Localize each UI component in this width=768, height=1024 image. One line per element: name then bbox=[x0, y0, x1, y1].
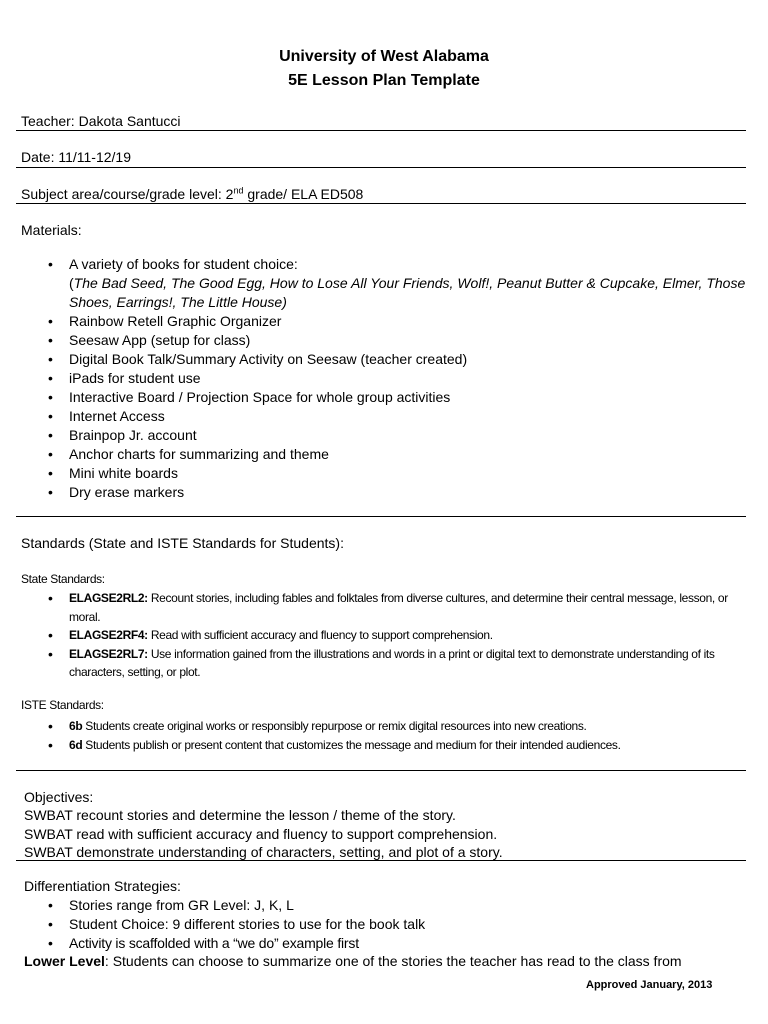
paren: ( bbox=[69, 275, 74, 291]
bullet-icon: • bbox=[48, 332, 53, 348]
list-item bbox=[48, 407, 748, 426]
list-item-text: Seesaw App (setup for class) bbox=[69, 332, 251, 348]
bullet-icon: • bbox=[48, 590, 53, 606]
standard-code: ELAGSE2RL2: bbox=[69, 591, 148, 605]
iste-standards-list bbox=[48, 717, 748, 754]
list-item bbox=[48, 388, 748, 407]
list-item-text: Student Choice: 9 different stories to use for the book talk bbox=[69, 915, 426, 932]
bullet-icon: • bbox=[48, 389, 53, 405]
list-item-text: Anchor charts for summarizing and theme bbox=[69, 446, 329, 462]
bullet-icon: • bbox=[48, 351, 53, 367]
bullet-icon: • bbox=[48, 736, 53, 753]
teacher-field: Teacher: Dakota Santucci bbox=[21, 113, 181, 129]
standard-code: ELAGSE2RL7: bbox=[69, 646, 148, 661]
bullet-icon: • bbox=[48, 465, 53, 481]
bullet-icon: • bbox=[48, 627, 53, 643]
list-item-text: Digital Book Talk/Summary Activity on Seesaw (teacher created) bbox=[69, 351, 468, 367]
list-item bbox=[48, 426, 748, 445]
list-item bbox=[48, 369, 748, 388]
divider bbox=[16, 130, 746, 131]
subject-suffix: grade/ ELA ED508 bbox=[243, 186, 364, 202]
bullet-icon: • bbox=[48, 446, 53, 462]
list-item bbox=[48, 464, 748, 483]
list-item bbox=[48, 255, 748, 312]
list-item-text: Brainpop Jr. account bbox=[69, 427, 197, 443]
list-item bbox=[48, 483, 748, 502]
standard-text: Read with sufficient accuracy and fluency to support comprehension. bbox=[147, 628, 493, 642]
list-item bbox=[48, 312, 748, 331]
list-item-text: Dry erase markers bbox=[69, 484, 185, 500]
list-item bbox=[48, 350, 748, 369]
bullet-icon: • bbox=[48, 934, 53, 951]
list-item-text: Stories range from GR Level: J, K, L bbox=[69, 897, 294, 913]
list-item bbox=[48, 331, 748, 350]
state-standards-list bbox=[48, 589, 748, 682]
template-title: 5E Lesson Plan Template bbox=[288, 72, 480, 89]
bullet-icon: • bbox=[48, 897, 53, 913]
bullet-icon: • bbox=[48, 313, 53, 329]
subject-superscript: nd bbox=[233, 185, 244, 196]
standard-code: 6d bbox=[69, 737, 83, 752]
differentiation-list bbox=[48, 896, 748, 952]
objectives-label: Objectives: bbox=[24, 789, 94, 805]
list-item bbox=[48, 589, 748, 626]
list-item-text: Mini white boards bbox=[69, 465, 178, 481]
list-item-text: iPads for student use bbox=[69, 370, 201, 386]
objective-item: SWBAT demonstrate understanding of characters, setting, and plot of a story. bbox=[24, 843, 503, 860]
materials-book-titles: The Bad Seed, The Good Egg, How to Lose All Your Friends, Wolf!, Peanut Butter & Cupcake, Elmer, Those Shoes, Earrings!, The Little House) bbox=[69, 275, 746, 310]
lower-level-label: Lower Level bbox=[24, 953, 105, 969]
list-item bbox=[48, 915, 748, 934]
bullet-icon: • bbox=[48, 915, 53, 932]
bullet-icon: • bbox=[48, 408, 53, 424]
bullet-icon: • bbox=[48, 484, 53, 500]
list-item-text: Rainbow Retell Graphic Organizer bbox=[69, 313, 282, 329]
materials-books-intro: A variety of books for student choice: bbox=[69, 256, 298, 272]
list-item bbox=[48, 445, 748, 464]
divider bbox=[16, 516, 746, 517]
divider bbox=[16, 770, 746, 771]
list-item-text: Interactive Board / Projection Space for whole group activities bbox=[69, 389, 451, 405]
list-item-text: Activity is scaffolded with a “we do” example first bbox=[69, 934, 359, 951]
objective-item: SWBAT recount stories and determine the lesson / theme of the story. bbox=[24, 807, 456, 824]
list-item bbox=[48, 896, 748, 915]
objectives-section bbox=[24, 788, 744, 861]
objective-item: SWBAT read with sufficient accuracy and fluency to support comprehension. bbox=[24, 825, 498, 842]
standard-text: Use information gained from the illustrations and words in a print or digital text to demonstrate understanding of its characters, setting, or plot. bbox=[69, 646, 715, 679]
standard-text: Recount stories, including fables and folktales from diverse cultures, and determine their central message, lesson, or moral. bbox=[69, 591, 728, 624]
standards-label: Standards (State and ISTE Standards for Students): bbox=[21, 535, 344, 551]
bullet-icon: • bbox=[48, 718, 53, 734]
list-item bbox=[48, 626, 748, 645]
university-title: University of West Alabama bbox=[279, 48, 489, 65]
subject-field bbox=[21, 186, 746, 202]
list-item bbox=[48, 717, 748, 736]
divider bbox=[16, 203, 746, 204]
subject-prefix: Subject area/course/grade level: 2 bbox=[21, 186, 234, 202]
bullet-icon: • bbox=[48, 645, 53, 662]
list-item-text: Internet Access bbox=[69, 408, 165, 424]
list-item bbox=[48, 645, 748, 682]
divider bbox=[16, 860, 746, 861]
divider bbox=[16, 167, 746, 168]
materials-label: Materials: bbox=[21, 222, 82, 238]
list-item bbox=[48, 934, 748, 953]
differentiation-label: Differentiation Strategies: bbox=[24, 878, 181, 894]
list-item bbox=[48, 736, 748, 755]
standard-text: Students publish or present content that customizes the message and medium for their intended audiences. bbox=[82, 737, 621, 752]
standard-text: Students create original works or responsibly repurpose or remix digital resources into new creations. bbox=[82, 719, 587, 733]
approved-footer: Approved January, 2013 bbox=[586, 979, 713, 991]
materials-list bbox=[48, 255, 748, 502]
lower-level-line bbox=[24, 953, 682, 969]
bullet-icon: • bbox=[48, 427, 53, 443]
date-field: Date: 11/11-12/19 bbox=[21, 149, 132, 165]
state-standards-label: State Standards: bbox=[21, 572, 105, 586]
standard-code: 6b bbox=[69, 719, 83, 733]
bullet-icon: • bbox=[48, 256, 53, 272]
iste-standards-label: ISTE Standards: bbox=[21, 698, 104, 712]
lower-level-text: : Students can choose to summarize one of the stories the teacher has read to the class from bbox=[104, 953, 682, 969]
bullet-icon: • bbox=[48, 370, 53, 386]
standard-code: ELAGSE2RF4: bbox=[69, 628, 148, 642]
